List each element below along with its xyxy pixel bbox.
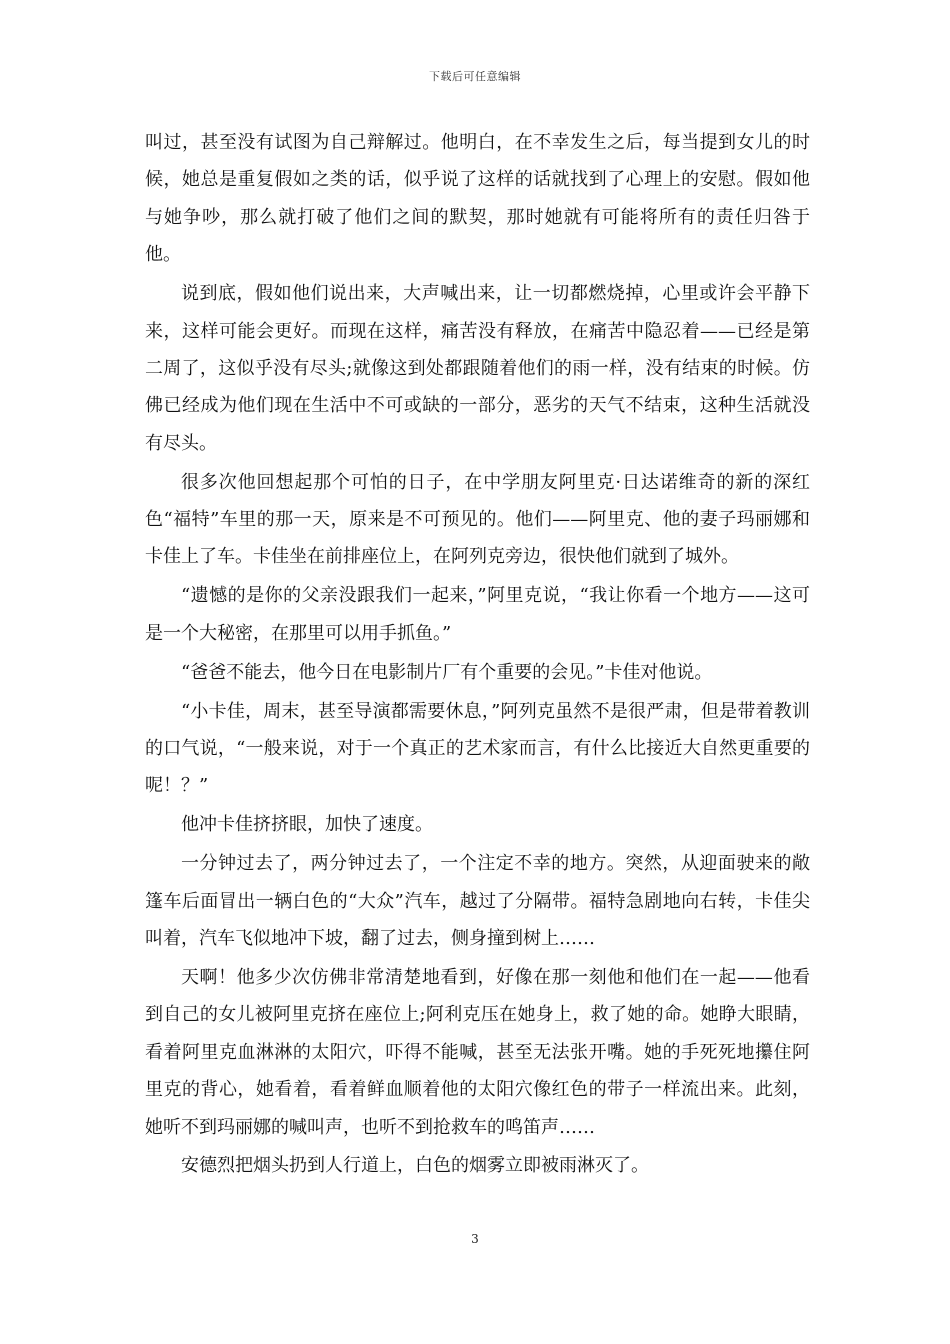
body-text (145, 124, 810, 1186)
page-number: 3 (471, 1232, 479, 1246)
paragraph: “小卡佳，周末，甚至导演都需要休息，”阿列克虽然不是很严肃，但是带着教训的口气说，“一般来说，对于一个真正的艺术家而言，有什么比接近大自然更重要的呢！？” (145, 700, 810, 797)
paragraph: 叫过，甚至没有试图为自己辩解过。他明白，在不幸发生之后，每当提到女儿的时候，她总是重复假如之类的话，似乎说了这样的话就找到了心理上的安慰。假如他与她争吵，那么就打破了他们之间的默契，那时她就有可能将所有的责任归咎于他。 (145, 132, 810, 266)
paragraph: 安德烈把烟头扔到人行道上，白色的烟雾立即被雨淋灭了。 (181, 1155, 649, 1177)
paragraph: “遗憾的是你的父亲没跟我们一起来，”阿里克说，“我让你看一个地方——这可是一个大秘密，在那里可以用手抓鱼。” (145, 585, 810, 644)
paragraph: “爸爸不能去，他今日在电影制片厂有个重要的会见。”卡佳对他说。 (181, 661, 713, 683)
paragraph: 说到底，假如他们说出来，大声喊出来，让一切都燃烧掉，心里或许会平静下来，这样可能会更好。而现在这样，痛苦没有释放，在痛苦中隐忍着——已经是第二周了，这似乎没有尽头;就像这到处都跟随着他们的雨一样，没有结束的时候。仿佛已经成为他们现在生活中不可或缺的一部分，恶劣的天气不结束，这种生活就没有尽头。 (145, 283, 810, 454)
paragraph: 很多次他回想起那个可怕的日子，在中学朋友阿里克·日达诺维奇的新的深红色“福特”车里的那一天，原来是不可预见的。他们——阿里克、他的妻子玛丽娜和卡佳上了车。卡佳坐在前排座位上，在阿列克旁边，很快他们就到了城外。 (145, 471, 810, 568)
page-header: 下载后可任意编辑 (429, 70, 521, 83)
paragraph: 一分钟过去了，两分钟过去了，一个注定不幸的地方。突然，从迎面驶来的敞篷车后面冒出一辆白色的“大众”汽车，越过了分隔带。福特急剧地向右转，卡佳尖叫着，汽车飞似地冲下坡，翻了过去，侧身撞到树上…… (145, 853, 810, 950)
paragraph: 他冲卡佳挤挤眼，加快了速度。 (181, 814, 433, 836)
paragraph: 天啊！他多少次仿佛非常清楚地看到，好像在那一刻他和他们在一起——他看到自己的女儿被阿里克挤在座位上;阿利克压在她身上，救了她的命。她睁大眼睛，看着阿里克血淋淋的太阳穴，吓得不能喊，甚至无法张开嘴。她的手死死地攥住阿里克的背心，她看着，看着鲜血顺着他的太阳穴像红色的带子一样流出来。此刻，她听不到玛丽娜的喊叫声，也听不到抢救车的鸣笛声…… (145, 966, 810, 1138)
